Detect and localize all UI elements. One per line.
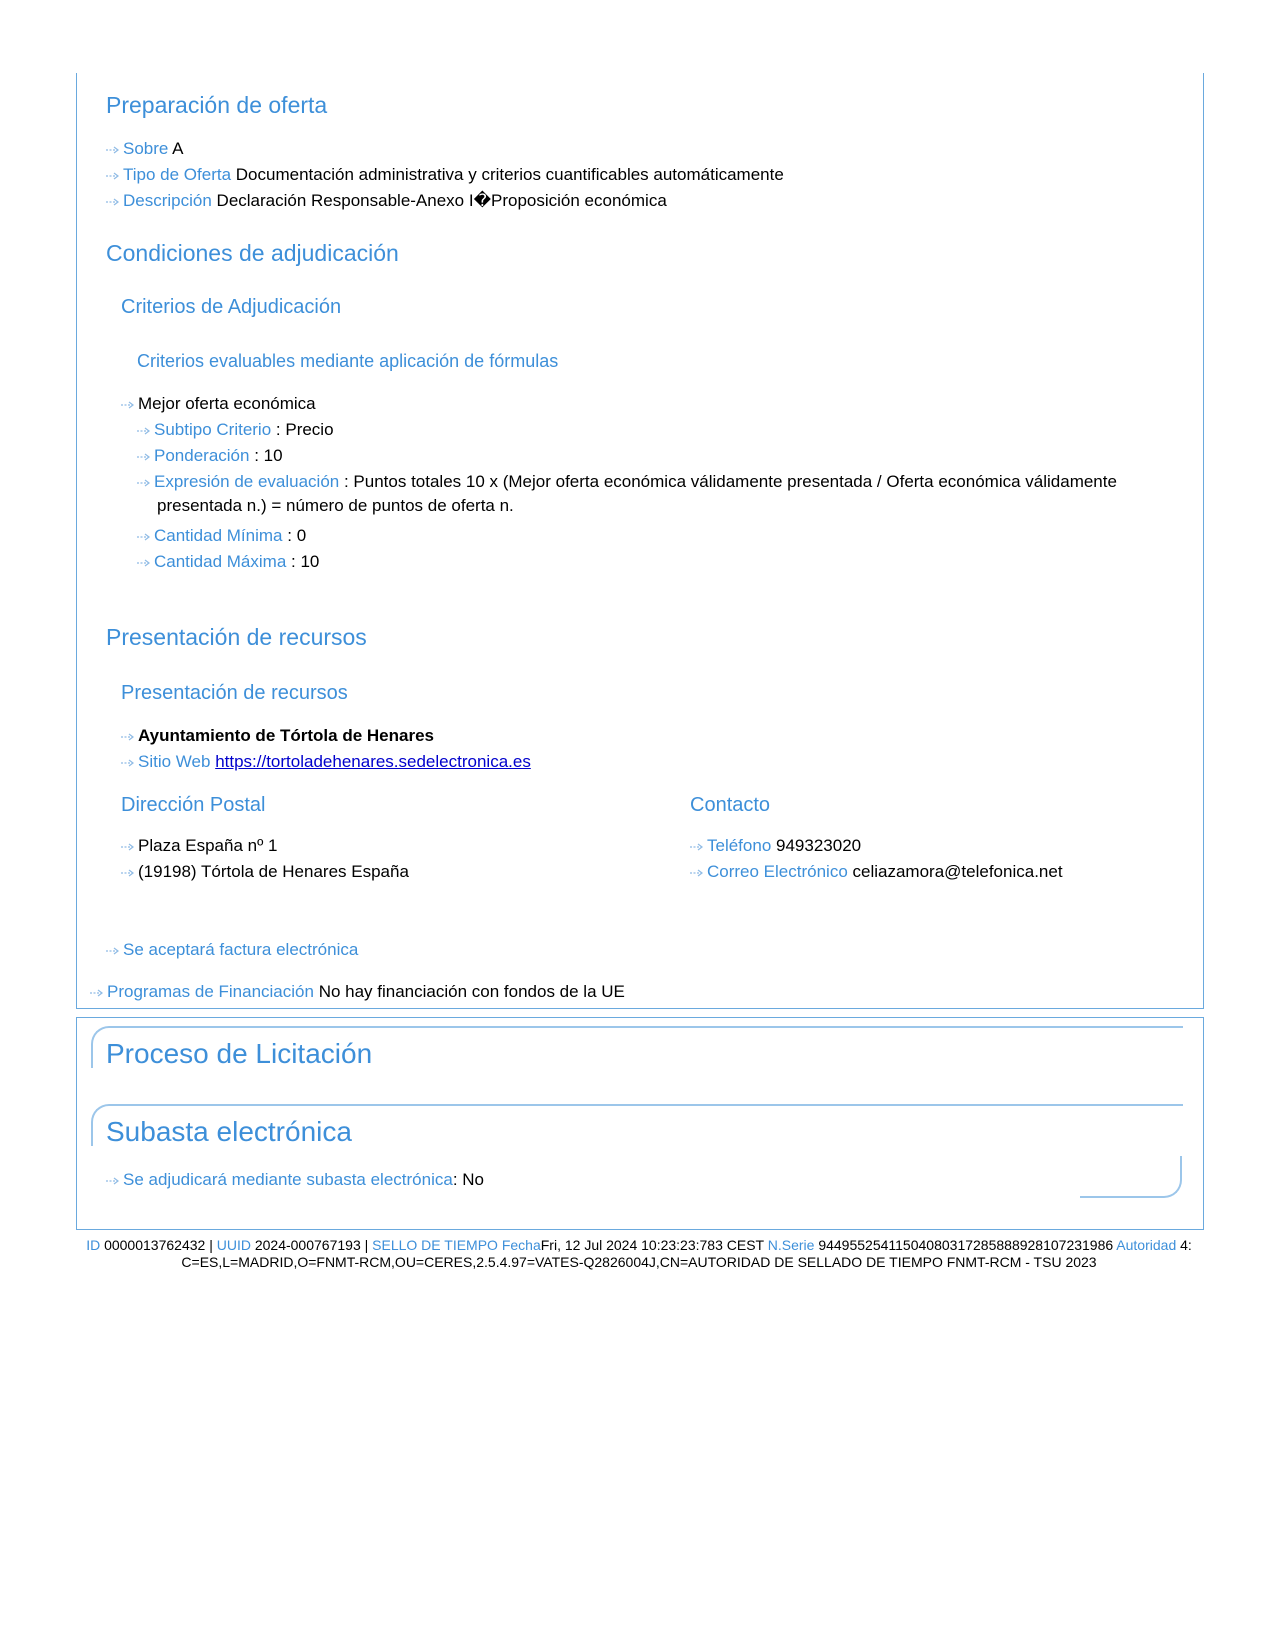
id-label: ID	[86, 1237, 101, 1253]
detail-value: : 10	[291, 552, 320, 571]
detail-ponderacion	[137, 444, 283, 468]
section-title-preparacion: Preparación de oferta	[106, 92, 328, 118]
id-value: 0000013762432 |	[104, 1237, 213, 1253]
arrow-icon	[690, 868, 704, 878]
field-value: Declaración Responsable-Anexo I�Proposición económica	[216, 191, 667, 210]
serie-value: 94495525411504080317285888928107231986	[818, 1237, 1114, 1253]
field-value: A	[172, 139, 184, 158]
arrow-icon	[106, 1176, 120, 1186]
section-title-subasta: Subasta electrónica	[106, 1116, 352, 1147]
field-telefono	[690, 834, 861, 858]
postal-line	[121, 860, 409, 884]
uuid-label: UUID	[216, 1237, 251, 1253]
timestamp-footer	[76, 1237, 1202, 1271]
sello-label: SELLO DE TIEMPO	[372, 1237, 498, 1253]
criterion-value: Mejor oferta económica	[138, 394, 316, 413]
field-sobre	[106, 137, 184, 161]
arrow-icon	[121, 732, 135, 742]
arrow-icon	[137, 478, 151, 488]
factura-label: Se aceptará factura electrónica	[123, 940, 359, 959]
field-value: : No	[452, 1170, 485, 1189]
fecha-value: Fri, 12 Jul 2024 10:23:23:783 CEST	[540, 1237, 764, 1253]
detail-value: : 0	[287, 526, 307, 545]
email-value: celiazamora@telefonica.net	[852, 862, 1063, 881]
arrow-icon	[137, 452, 151, 462]
detail-label: Cantidad Máxima	[154, 552, 287, 571]
organization	[121, 724, 434, 748]
arrow-icon	[106, 171, 120, 181]
section-title-proceso: Proceso de Licitación	[106, 1038, 373, 1069]
detail-subtipo	[137, 418, 334, 442]
postal-street: Plaza España nº 1	[138, 836, 278, 855]
field-financiacion	[90, 980, 625, 1004]
detail-label: Subtipo Criterio	[154, 420, 272, 439]
arrow-icon	[106, 145, 120, 155]
detail-expresion	[137, 470, 1127, 518]
fecha-label: Fecha	[501, 1237, 541, 1253]
organization-name: Ayuntamiento de Tórtola de Henares	[138, 726, 434, 745]
subsection-title-recursos: Presentación de recursos	[121, 682, 348, 704]
arrow-icon	[690, 842, 704, 852]
field-label: Se adjudicará mediante subasta electrónica	[123, 1170, 453, 1189]
arrow-icon	[121, 758, 135, 768]
arrow-icon	[121, 400, 135, 410]
field-label: Programas de Financiación	[107, 982, 314, 1001]
detail-label: Ponderación	[154, 446, 250, 465]
arrow-icon	[121, 868, 135, 878]
contact-title: Contacto	[690, 794, 771, 816]
field-value: Documentación administrativa y criterios cuantificables automáticamente	[235, 165, 784, 184]
field-sitio-web	[121, 750, 531, 774]
field-tipo-oferta	[106, 163, 784, 187]
field-label: Sobre	[123, 139, 169, 158]
arrow-icon	[137, 532, 151, 542]
serie-label: N.Serie	[767, 1237, 815, 1253]
field-label: Tipo de Oferta	[123, 165, 232, 184]
autoridad-label: Autoridad	[1116, 1237, 1177, 1253]
arrow-icon	[137, 426, 151, 436]
factura-electronica	[106, 938, 358, 962]
section-title-condiciones: Condiciones de adjudicación	[106, 240, 399, 266]
field-label: Descripción	[123, 191, 212, 210]
field-label: Sitio Web	[138, 752, 211, 771]
autoridad-value: 4: C=ES,L=MADRID,O=FNMT-RCM,OU=CERES,2.5.4.97=VATES-Q2826004J,CN=AUTORIDAD DE SELLADO DE TIEMPO FNMT-RCM - TSU 2023	[181, 1237, 1192, 1270]
field-subasta	[106, 1168, 484, 1192]
arrow-icon	[121, 842, 135, 852]
field-email	[690, 860, 1063, 884]
criterion-name	[121, 392, 316, 416]
detail-cantidad-maxima	[137, 550, 319, 574]
field-value: No hay financiación con fondos de la UE	[318, 982, 625, 1001]
detail-label: Cantidad Mínima	[154, 526, 283, 545]
field-label: Teléfono	[707, 836, 772, 855]
postal-title: Dirección Postal	[121, 794, 266, 816]
field-descripcion	[106, 189, 667, 213]
arrow-icon	[137, 558, 151, 568]
subsection-title-criterios: Criterios de Adjudicación	[121, 296, 342, 318]
arrow-icon	[90, 988, 104, 998]
postal-city: (19198) Tórtola de Henares España	[138, 862, 409, 881]
field-label: Correo Electrónico	[707, 862, 848, 881]
subsubsection-title-formulas: Criterios evaluables mediante aplicación de fórmulas	[137, 351, 559, 371]
detail-cantidad-minima	[137, 524, 306, 548]
website-link[interactable]: https://tortoladehenares.sedelectronica.es	[215, 752, 531, 771]
arrow-icon	[106, 197, 120, 207]
detail-value: : Precio	[275, 420, 334, 439]
detail-value: : 10	[254, 446, 283, 465]
postal-line	[121, 834, 277, 858]
detail-value: : Puntos totales 10 x (Mejor oferta económica válidamente presentada / Oferta económica válidamente presentada n.) = número de puntos de oferta n.	[157, 472, 1117, 515]
arrow-icon	[106, 946, 120, 956]
footer-curve	[1080, 1156, 1182, 1198]
detail-label: Expresión de evaluación	[154, 472, 340, 491]
section-title-recursos: Presentación de recursos	[106, 624, 367, 650]
uuid-value: 2024-000767193 |	[254, 1237, 369, 1253]
phone-value: 949323020	[776, 836, 862, 855]
